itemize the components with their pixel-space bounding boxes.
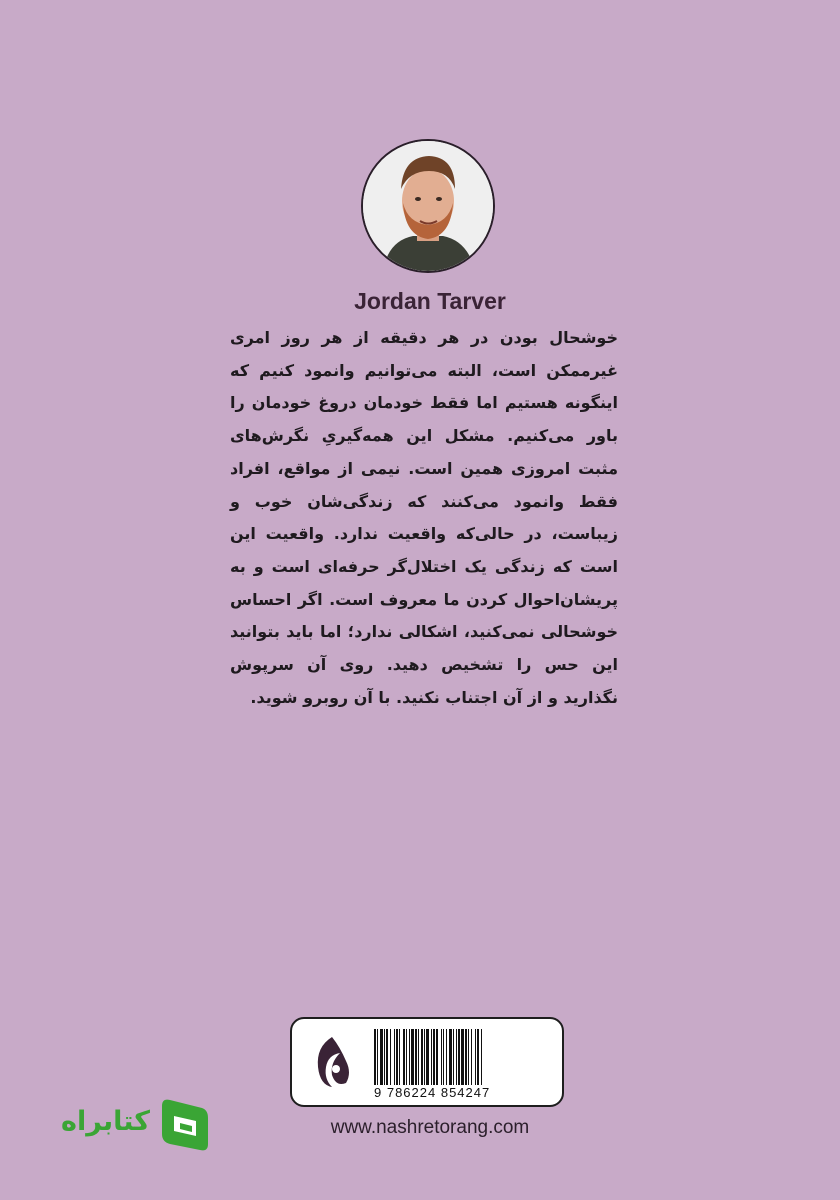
barcode-bar bbox=[421, 1029, 423, 1085]
barcode-bar bbox=[468, 1029, 469, 1085]
barcode-bar bbox=[415, 1029, 417, 1085]
barcode-bar bbox=[377, 1029, 378, 1085]
barcode-bar bbox=[406, 1029, 407, 1085]
back-cover-blurb: خوشحال بودن در هر دقیقه از هر روز امری غیرممکن است، البته می‌توانیم وانمود کنیم که اینگونه هستیم اما فقط خودمان دروغ خودمان را باور می‌کنیم. مشکل این همه‌گیریِ نگرش‌های مثبت امروزی همین است. نیمی از مواقع، افراد فقط وانمود می‌کنند که زندگی‌شان خوب و زیباست، در حالی‌که واقعیت ندارد. واقعیت این است که زندگی یک اختلال‌گر حرفه‌ای است و به پریشان‌احوال کردن ما معروف است. اگر احساس خوشحالی نمی‌کنید، اشکالی ندارد؛ اما باید بتوانید این حس را تشخیص دهید. روی آن سرپوش نگذارید و از آن اجتناب نکنید. با آن روبرو شوید. bbox=[230, 328, 618, 707]
barcode-bar bbox=[441, 1029, 442, 1085]
barcode-bar bbox=[424, 1029, 425, 1085]
barcode-bar bbox=[449, 1029, 452, 1085]
barcode-bar bbox=[380, 1029, 383, 1085]
publisher-website[interactable]: www.nashretorang.com bbox=[330, 1117, 530, 1138]
barcode-bar bbox=[475, 1029, 476, 1085]
barcode-bar bbox=[477, 1029, 479, 1085]
barcode-bar bbox=[426, 1029, 429, 1085]
barcode-bar bbox=[481, 1029, 482, 1085]
barcode-bar bbox=[390, 1029, 391, 1085]
author-portrait-icon bbox=[363, 141, 493, 271]
barcode-bar bbox=[471, 1029, 472, 1085]
barcode-bar bbox=[403, 1029, 405, 1085]
barcode-bar bbox=[461, 1029, 464, 1085]
barcode-bar bbox=[431, 1029, 432, 1085]
barcode-bar bbox=[411, 1029, 414, 1085]
isbn-barcode bbox=[372, 1029, 548, 1087]
store-logo bbox=[40, 1092, 218, 1158]
barcode-bar bbox=[396, 1029, 398, 1085]
barcode-bar bbox=[399, 1029, 400, 1085]
barcode-bar bbox=[456, 1029, 457, 1085]
barcode-bar bbox=[465, 1029, 467, 1085]
author-photo bbox=[361, 139, 495, 273]
author-name: Jordan Tarver bbox=[354, 288, 506, 314]
store-name: کتابراه bbox=[61, 1106, 150, 1137]
barcode-panel bbox=[290, 1017, 564, 1107]
barcode-bar bbox=[443, 1029, 444, 1085]
barcode-bar bbox=[436, 1029, 438, 1085]
publisher-logo bbox=[310, 1033, 354, 1091]
barcode-bar bbox=[384, 1029, 385, 1085]
barcode-bar bbox=[394, 1029, 395, 1085]
barcode-bar bbox=[386, 1029, 388, 1085]
barcode-bar bbox=[409, 1029, 410, 1085]
barcode-bar bbox=[433, 1029, 435, 1085]
barcode-bar bbox=[453, 1029, 454, 1085]
barcode-bar bbox=[458, 1029, 460, 1085]
barcode-bar bbox=[374, 1029, 376, 1085]
isbn-number: 9 786224 854247 bbox=[374, 1085, 491, 1100]
barcode-bar bbox=[418, 1029, 419, 1085]
barcode-bar bbox=[446, 1029, 447, 1085]
book-icon bbox=[152, 1092, 216, 1156]
